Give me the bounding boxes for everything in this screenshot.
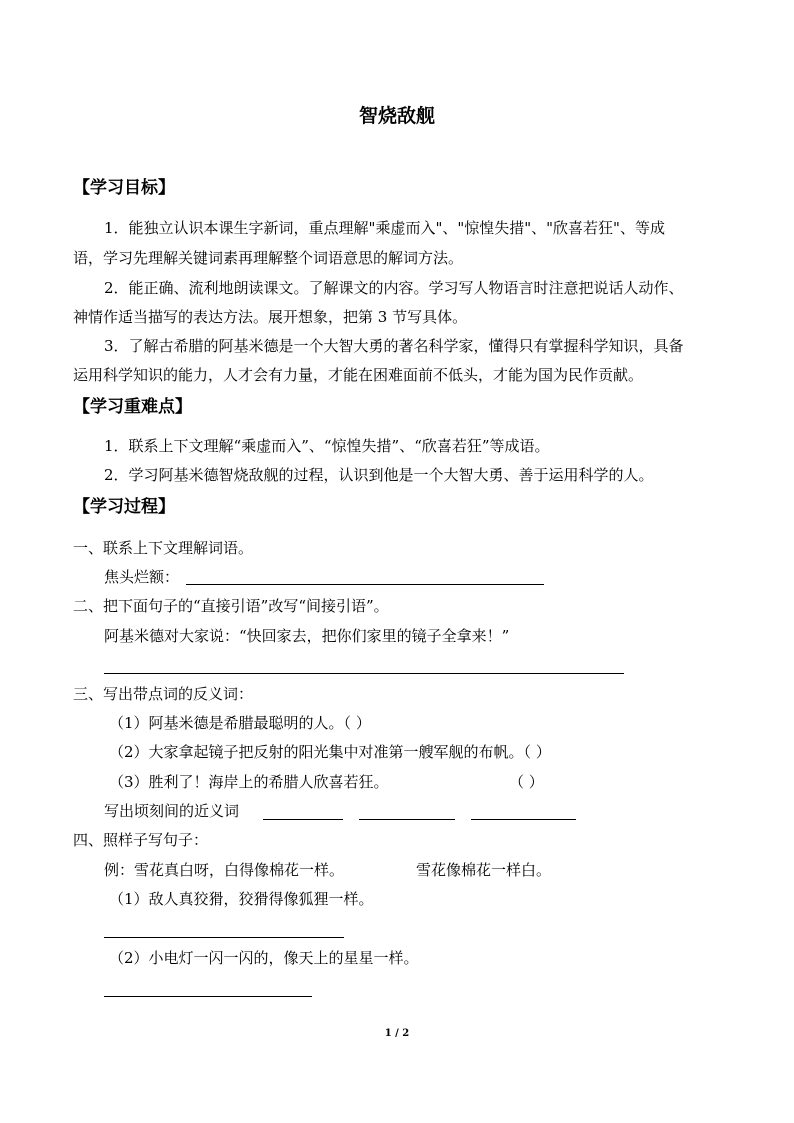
synonym-line-1[interactable] [263,819,343,820]
exercise-4-item-2: （2）小电灯一闪一闪的，像天上的星星一样。 [109,949,419,967]
exercise-2-heading: 二、把下面句子的“直接引语”改写“间接引语”。 [73,597,389,615]
key-heading: 【学习重难点】 [73,397,192,417]
synonym-line-3[interactable] [471,819,576,820]
answer-line-1[interactable] [186,584,544,585]
exercise-3-heading: 三、写出带点词的反义词： [73,685,254,703]
exercise-4-item-1: （1）敌人真狡猾，狡猾得像狐狸一样。 [109,890,374,908]
exercise-3-synonym: 写出顷刻间的近义词 [104,802,240,820]
answer-line-2[interactable] [104,673,624,674]
key-point-1: 1．联系上下文理解“乘虚而入”、“惊惶失措”、“欣喜若狂”等成语。 [104,437,550,455]
exercise-4-example-answer: 雪花像棉花一样白。 [416,861,552,879]
goal-line-2: 语，学习先理解关键词素再理解整个词语意思的解词方法。 [73,249,464,267]
page-number: 1 / 2 [384,1028,410,1039]
goals-heading: 【学习目标】 [73,178,175,198]
process-heading: 【学习过程】 [73,497,175,517]
answer-line-4-2[interactable] [104,996,312,997]
exercise-1-heading: 一、联系上下文理解词语。 [73,539,254,557]
exercise-1-item: 焦头烂额： [104,568,180,586]
exercise-4-example: 例：雪花真白呀，白得像棉花一样。 [104,861,345,879]
page-title: 智烧敌舰 [358,105,435,127]
goal-line-5: 3．了解古希腊的阿基米德是一个大智大勇的著名科学家，懂得只有掌握科学知识，具备 [104,337,684,355]
exercise-2-item: 阿基米德对大家说：“快回家去，把你们家里的镜子全拿来！” [104,627,510,645]
goal-line-4: 神情作适当描写的表达方法。展开想象，把第 3 节写具体。 [73,308,468,326]
goal-line-3: 2．能正确、流利地朗读课文。了解课文的内容。学习写人物语言时注意把说话人动作、 [104,279,684,297]
goal-line-1: 1．能独立认识本课生字新词，重点理解"乘虚而入"、"惊惶失措"、"欣喜若狂"、等成 [104,219,665,237]
goal-line-6: 运用科学知识的能力，人才会有力量，才能在困难面前不低头，才能为国为民作贡献。 [73,366,644,384]
exercise-3-item-3: （3）胜利了！海岸上的希腊人欣喜若狂。 [109,773,389,791]
synonym-line-2[interactable] [359,819,455,820]
exercise-3-item-1: （1）阿基米德是希腊最聪明的人。（ ） [109,714,371,732]
key-point-2: 2．学习阿基米德智烧敌舰的过程，认识到他是一个大智大勇、善于运用科学的人。 [104,466,654,484]
exercise-3-item-2: （2）大家拿起镜子把反射的阳光集中对准第一艘军舰的布帆。（ ） [109,743,551,761]
answer-line-4-1[interactable] [104,937,344,938]
exercise-4-heading: 四、照样子写句子： [73,831,209,849]
exercise-3-item-3-blank: （ ） [509,773,544,791]
